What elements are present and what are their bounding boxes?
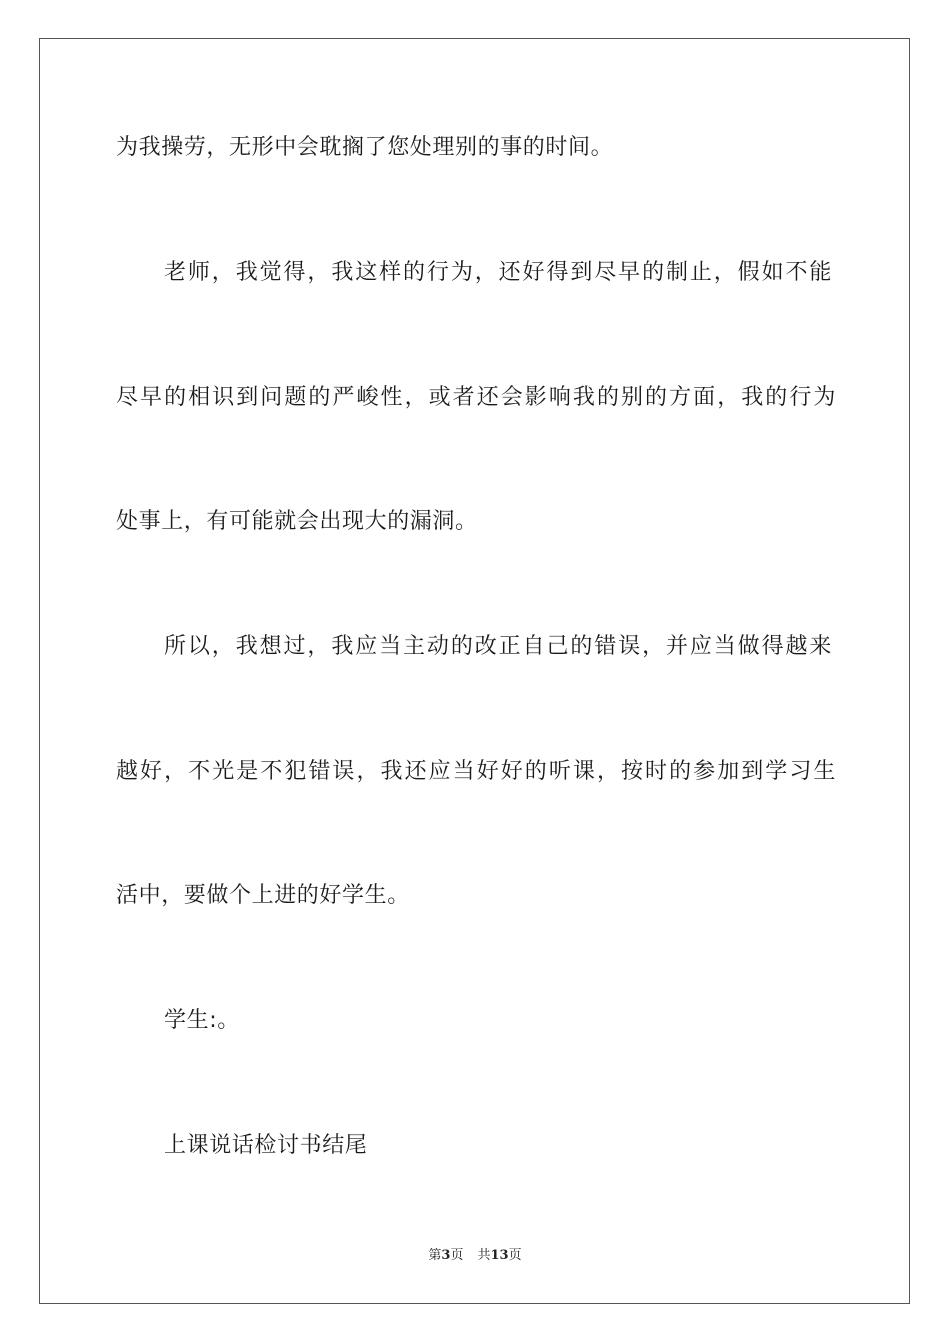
total-suffix: 页 bbox=[508, 1248, 522, 1263]
page-suffix: 页 bbox=[450, 1248, 464, 1263]
page-number: 3 bbox=[441, 1248, 451, 1263]
text-line-3: 尽早的相识到问题的严峻性，或者还会影响我的别的方面，我的行为 bbox=[116, 385, 836, 410]
text-line-5: 所以，我想过，我应当主动的改正自己的错误，并应当做得越来 bbox=[164, 634, 832, 659]
section-heading: 上课说话检讨书结尾 bbox=[164, 1133, 368, 1158]
total-pages: 13 bbox=[490, 1248, 509, 1263]
signature-line: 学生:。 bbox=[164, 1008, 240, 1033]
text-line-6: 越好，不光是不犯错误，我还应当好好的听课，按时的参加到学习生 bbox=[116, 759, 836, 784]
page-prefix: 第 bbox=[428, 1248, 442, 1263]
text-line-1: 为我操劳，无形中会耽搁了您处理别的事的时间。 bbox=[116, 135, 614, 160]
text-line-2: 老师，我觉得，我这样的行为，还好得到尽早的制止，假如不能 bbox=[164, 260, 832, 285]
page-footer bbox=[0, 1247, 950, 1265]
text-line-7: 活中，要做个上进的好学生。 bbox=[116, 883, 410, 908]
text-line-4: 处事上，有可能就会出现大的漏洞。 bbox=[116, 509, 478, 534]
page-border bbox=[39, 38, 910, 1304]
total-prefix: 共 bbox=[477, 1248, 491, 1263]
